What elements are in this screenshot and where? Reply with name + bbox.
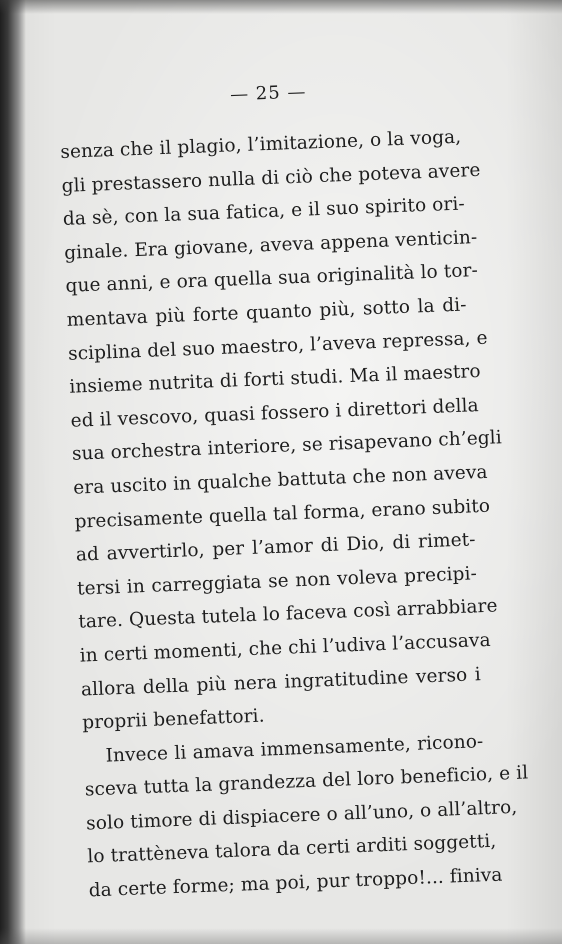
text-line: ed il vescovo, quasi fossero i direttori della [70,394,480,432]
paragraph [83,725,529,908]
text-line: sciplina del suo maestro, l’aveva repressa, e [67,327,488,365]
text-line: solo timore di dispiacere o all’uno, o all’altro, [85,796,518,835]
page-bottom-edge [0,928,562,944]
text-line: sua orchestra interiore, se risapevano ch’egli [71,427,503,466]
text-line: in certi momenti, che chi l’udiva l’accusava [79,629,492,667]
text-line: gli prestassero nulla di ciò che poteva avere [61,159,481,197]
text-line: que anni, e ora quella sua originalità lo tor- [65,260,479,298]
text-block [58,75,529,908]
text-line: era uscito in qualche battuta che non aveva [72,461,488,499]
text-line: tare. Questa tutela lo faceva così arrabbiare [78,595,498,633]
text-line: precisamente quella tal forma, erano subito [74,495,491,533]
page-top-edge [0,0,562,14]
text-line: da certe forme; ma poi, pur troppo!... finiva [88,864,503,902]
page-number: — 25 — [229,81,307,106]
text-line: tersi in carreggiata se non voleva precipi- [76,563,478,600]
text-line: proprii benefattori. [81,705,265,734]
text-line: ad avvertirlo, per l’amor di Dio, di rimet- [75,529,476,566]
text-line: lo trattèneva talora da certi arditi soggetti, [87,831,497,868]
text-line: Invece li amava immensamente, ricono- [105,730,484,767]
book-spine-shadow [0,0,26,944]
text-line: mentava più forte quanto più, sotto la di- [66,294,467,331]
text-line: senza che il plagio, l’imitazione, o la voga, [59,126,462,163]
text-line: ginale. Era giovane, aveva appena venticin- [63,226,478,264]
paragraph [59,121,503,741]
text-line: sceva tutta la grandezza del loro beneficio, e il [84,762,529,801]
text-line: allora della più nera ingratitudine verso i [80,663,482,701]
text-line: da sè, con la sua fatica, e il suo spirito ori- [62,193,466,231]
text-line: insieme nutrita di forti studi. Ma il maestro [69,361,482,398]
